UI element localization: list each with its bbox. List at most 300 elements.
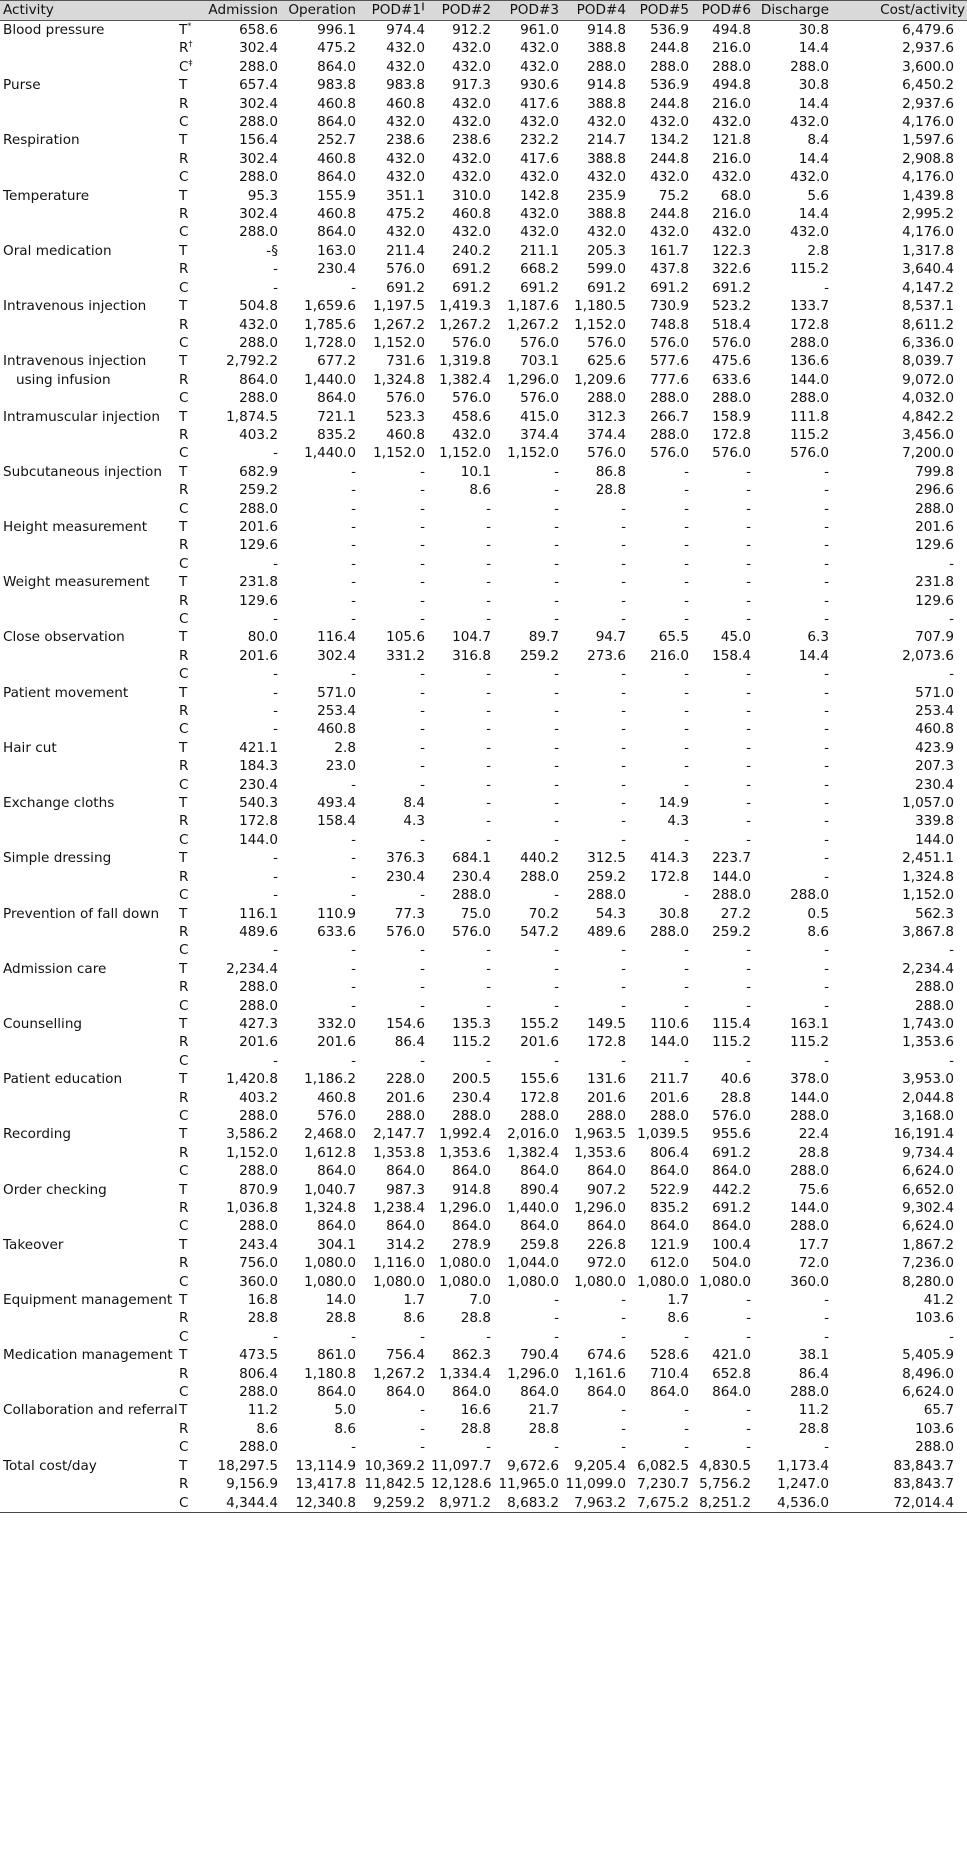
value-cell: 1,186.2 bbox=[304, 1071, 356, 1088]
value-cell: 4.3 bbox=[403, 813, 425, 830]
cost-activity-cell: 799.8 bbox=[915, 463, 954, 480]
value-cell: - bbox=[351, 592, 356, 609]
value-cell: - bbox=[684, 1328, 689, 1345]
value-cell: 1,080.0 bbox=[373, 1273, 425, 1290]
value-cell: - bbox=[746, 703, 751, 720]
cost-activity-cell: 2,234.4 bbox=[902, 960, 954, 977]
cost-activity-cell: 65.7 bbox=[923, 1402, 954, 1419]
type-code-cell: R bbox=[179, 371, 189, 388]
type-code-cell: T bbox=[179, 187, 188, 204]
value-cell: - bbox=[746, 942, 751, 959]
value-cell: 437.8 bbox=[650, 261, 689, 278]
type-code-cell: T bbox=[179, 1015, 188, 1032]
value-cell: 576.0 bbox=[452, 923, 491, 940]
value-cell: 1,152.0 bbox=[439, 445, 491, 462]
value-cell: - bbox=[684, 758, 689, 775]
value-cell: - bbox=[351, 979, 356, 996]
type-code-cell: C bbox=[179, 445, 189, 462]
value-cell: 547.2 bbox=[520, 923, 559, 940]
value-cell: 1,785.6 bbox=[304, 316, 356, 333]
value-cell: 576.0 bbox=[386, 923, 425, 940]
table-row bbox=[0, 573, 967, 591]
value-cell: - bbox=[621, 795, 626, 812]
value-cell: 806.4 bbox=[239, 1365, 278, 1382]
cost-activity-cell: - bbox=[949, 611, 954, 627]
table-row bbox=[0, 1401, 967, 1419]
value-cell: 955.6 bbox=[712, 1126, 751, 1143]
value-cell: 864.0 bbox=[650, 1384, 689, 1401]
value-cell: - bbox=[621, 555, 626, 572]
value-cell: 230.4 bbox=[239, 776, 278, 793]
type-code-cell: T bbox=[179, 518, 188, 535]
value-cell: 172.8 bbox=[520, 1089, 559, 1106]
activity-cell bbox=[0, 481, 165, 499]
type-code-cell: C bbox=[179, 500, 189, 517]
value-cell: - bbox=[684, 979, 689, 996]
value-cell: 691.2 bbox=[520, 279, 559, 296]
activity-cell bbox=[0, 647, 165, 665]
value-cell: 288.0 bbox=[239, 114, 278, 131]
type-code-cell: R bbox=[179, 482, 189, 499]
value-cell: 9,672.6 bbox=[507, 1457, 559, 1474]
type-code-cell: C bbox=[179, 1052, 189, 1069]
type-code-cell: R bbox=[179, 1089, 189, 1106]
value-cell: - bbox=[351, 776, 356, 793]
value-cell: 862.3 bbox=[452, 1347, 491, 1364]
value-cell: - bbox=[824, 721, 829, 738]
value-cell: - bbox=[273, 703, 278, 720]
table-row bbox=[0, 1217, 967, 1235]
value-cell: -§ bbox=[266, 242, 278, 259]
table-row bbox=[0, 58, 967, 76]
value-cell: 316.8 bbox=[452, 647, 491, 664]
value-cell: - bbox=[684, 555, 689, 572]
value-cell: 1,296.0 bbox=[574, 1200, 626, 1216]
value-cell: 1,080.0 bbox=[304, 1273, 356, 1290]
value-cell: 576.0 bbox=[587, 334, 626, 351]
value-cell: - bbox=[824, 684, 829, 701]
cost-activity-cell: 3,640.4 bbox=[902, 261, 954, 278]
table-row bbox=[0, 1365, 967, 1383]
value-cell: 864.0 bbox=[520, 1163, 559, 1180]
value-cell: - bbox=[273, 445, 278, 462]
table-row bbox=[0, 205, 967, 223]
value-cell: - bbox=[824, 868, 829, 885]
value-cell: 790.4 bbox=[520, 1347, 559, 1364]
value-cell: 288.0 bbox=[790, 390, 829, 407]
cost-activity-cell: 16,191.4 bbox=[893, 1126, 954, 1143]
table-row bbox=[0, 1236, 967, 1254]
value-cell: 374.4 bbox=[587, 426, 626, 443]
value-cell: 1,353.8 bbox=[373, 1144, 425, 1161]
activity-cell bbox=[0, 1254, 165, 1272]
value-cell: - bbox=[684, 518, 689, 535]
type-code-cell: R bbox=[179, 592, 189, 609]
value-cell: 54.3 bbox=[595, 905, 626, 922]
value-cell: 912.2 bbox=[452, 22, 491, 38]
value-cell: 576.0 bbox=[520, 390, 559, 407]
col-pod4: POD#4 bbox=[562, 1, 629, 21]
activity-cell: Equipment management bbox=[3, 1292, 173, 1309]
value-cell: 577.6 bbox=[650, 353, 689, 370]
value-cell: - bbox=[420, 1420, 425, 1437]
value-cell: 460.8 bbox=[317, 150, 356, 167]
type-code-cell: R bbox=[179, 261, 189, 278]
value-cell: - bbox=[684, 1052, 689, 1069]
value-cell: 489.6 bbox=[587, 923, 626, 940]
value-cell: 1,080.0 bbox=[699, 1273, 751, 1290]
value-cell: 28.8 bbox=[595, 482, 626, 499]
value-cell: 1,039.5 bbox=[637, 1126, 689, 1143]
cost-activity-cell: 4,176.0 bbox=[902, 169, 954, 186]
value-cell: 682.9 bbox=[239, 463, 278, 480]
value-cell: - bbox=[420, 555, 425, 572]
value-cell: - bbox=[554, 500, 559, 517]
type-code-cell: R bbox=[179, 703, 189, 720]
value-cell: 432.0 bbox=[790, 224, 829, 241]
value-cell: 9,156.9 bbox=[226, 1476, 278, 1493]
value-cell: 710.4 bbox=[650, 1365, 689, 1382]
value-cell: - bbox=[351, 887, 356, 904]
value-cell: 432.0 bbox=[520, 58, 559, 75]
activity-cell bbox=[0, 260, 165, 278]
type-code-cell: C bbox=[179, 776, 189, 793]
value-cell: 223.7 bbox=[712, 850, 751, 867]
type-code-cell: R bbox=[179, 1255, 189, 1272]
value-cell: - bbox=[621, 1052, 626, 1069]
table-row bbox=[0, 665, 967, 683]
value-cell: 1,992.4 bbox=[439, 1126, 491, 1143]
value-cell: - bbox=[486, 1052, 491, 1069]
value-cell: - bbox=[554, 463, 559, 480]
value-cell: - bbox=[486, 537, 491, 554]
value-cell: 216.0 bbox=[712, 40, 751, 57]
value-cell: - bbox=[746, 1402, 751, 1419]
value-cell: - bbox=[824, 666, 829, 683]
value-cell: 288.0 bbox=[650, 58, 689, 75]
value-cell: - bbox=[684, 500, 689, 517]
value-cell: 458.6 bbox=[452, 408, 491, 425]
value-cell: 6,082.5 bbox=[637, 1457, 689, 1474]
value-cell: 1,152.0 bbox=[373, 334, 425, 351]
activity-cell: Close observation bbox=[3, 629, 125, 646]
value-cell: 94.7 bbox=[595, 629, 626, 646]
value-cell: 28.8 bbox=[460, 1420, 491, 1437]
value-cell: 288.0 bbox=[520, 1107, 559, 1124]
value-cell: 184.3 bbox=[239, 758, 278, 775]
value-cell: - bbox=[746, 721, 751, 738]
value-cell: - bbox=[684, 611, 689, 627]
value-cell: 3,586.2 bbox=[226, 1126, 278, 1143]
value-cell: 1,420.8 bbox=[226, 1071, 278, 1088]
value-cell: 691.2 bbox=[386, 279, 425, 296]
table-row bbox=[0, 1346, 967, 1364]
value-cell: 633.6 bbox=[712, 371, 751, 388]
value-cell: 304.1 bbox=[317, 1236, 356, 1253]
activity-cell bbox=[0, 997, 165, 1015]
table-row bbox=[0, 408, 967, 426]
value-cell: 273.6 bbox=[587, 647, 626, 664]
value-cell: 288.0 bbox=[587, 1107, 626, 1124]
value-cell: 200.5 bbox=[452, 1071, 491, 1088]
value-cell: - bbox=[824, 703, 829, 720]
type-code-cell: T bbox=[179, 739, 188, 756]
value-cell: 243.4 bbox=[239, 1236, 278, 1253]
value-cell: - bbox=[273, 850, 278, 867]
type-code-cell: C bbox=[179, 887, 189, 904]
value-cell: - bbox=[486, 776, 491, 793]
activity-cell bbox=[0, 426, 165, 444]
value-cell: 8.4 bbox=[403, 795, 425, 812]
col-activity: Activity bbox=[0, 1, 165, 21]
value-cell: 1,353.6 bbox=[439, 1144, 491, 1161]
value-cell: 1,080.0 bbox=[439, 1273, 491, 1290]
value-cell: 12,340.8 bbox=[281, 1494, 359, 1513]
cost-activity-cell: 230.4 bbox=[915, 776, 954, 793]
value-cell: 172.8 bbox=[587, 1034, 626, 1051]
value-cell: 1,080.0 bbox=[304, 1255, 356, 1272]
value-cell: 864.0 bbox=[317, 169, 356, 186]
cost-activity-cell: 9,072.0 bbox=[902, 371, 954, 388]
value-cell: - bbox=[621, 611, 626, 627]
value-cell: 983.8 bbox=[317, 77, 356, 94]
value-cell: 1,044.0 bbox=[507, 1255, 559, 1272]
type-code-cell: T bbox=[179, 1181, 188, 1198]
value-cell: - bbox=[746, 482, 751, 499]
value-cell: - bbox=[273, 1328, 278, 1345]
table-row bbox=[0, 297, 967, 315]
activity-cell bbox=[0, 720, 165, 738]
table-row bbox=[0, 1089, 967, 1107]
activity-cell: Exchange cloths bbox=[3, 795, 115, 812]
value-cell: - bbox=[486, 1328, 491, 1345]
value-cell: 288.0 bbox=[239, 1163, 278, 1180]
table-row bbox=[0, 555, 967, 573]
activity-cell bbox=[0, 58, 165, 76]
value-cell: - bbox=[621, 831, 626, 848]
table-row bbox=[0, 371, 967, 389]
value-cell: 987.3 bbox=[386, 1181, 425, 1198]
value-cell: 460.8 bbox=[317, 1089, 356, 1106]
value-cell: 40.6 bbox=[720, 1071, 751, 1088]
cost-activity-cell: 6,624.0 bbox=[902, 1384, 954, 1401]
table-row bbox=[0, 905, 967, 923]
value-cell: - bbox=[684, 482, 689, 499]
value-cell: - bbox=[486, 795, 491, 812]
value-cell: 376.3 bbox=[386, 850, 425, 867]
activity-cell bbox=[0, 555, 165, 573]
value-cell: 731.6 bbox=[386, 353, 425, 370]
cost-activity-cell: 3,867.8 bbox=[902, 923, 954, 940]
cost-activity-cell: 296.6 bbox=[915, 482, 954, 499]
value-cell: 528.6 bbox=[650, 1347, 689, 1364]
value-cell: - bbox=[621, 1402, 626, 1419]
cost-activity-cell: 9,302.4 bbox=[902, 1200, 954, 1216]
value-cell: 129.6 bbox=[239, 537, 278, 554]
value-cell: 1,334.4 bbox=[439, 1365, 491, 1382]
activity-cell: Oral medication bbox=[3, 242, 112, 259]
value-cell: - bbox=[486, 1439, 491, 1456]
value-cell: 1,963.5 bbox=[574, 1126, 626, 1143]
value-cell: - bbox=[273, 555, 278, 572]
value-cell: - bbox=[684, 887, 689, 904]
cost-activity-cell: 2,044.8 bbox=[902, 1089, 954, 1106]
activity-cell bbox=[0, 389, 165, 407]
value-cell: - bbox=[486, 979, 491, 996]
value-cell: - bbox=[351, 960, 356, 977]
cost-activity-cell: 1,152.0 bbox=[902, 887, 954, 904]
value-cell: - bbox=[824, 758, 829, 775]
table-row bbox=[0, 1309, 967, 1327]
value-cell: 777.6 bbox=[650, 371, 689, 388]
table-row bbox=[0, 1420, 967, 1438]
activity-cell: using infusion bbox=[3, 371, 111, 388]
value-cell: - bbox=[684, 960, 689, 977]
value-cell: 158.4 bbox=[317, 813, 356, 830]
value-cell: - bbox=[486, 703, 491, 720]
value-cell: - bbox=[420, 500, 425, 517]
cost-activity-cell: 288.0 bbox=[915, 979, 954, 996]
value-cell: 432.0 bbox=[520, 206, 559, 223]
table-row bbox=[0, 978, 967, 996]
value-cell: 1,152.0 bbox=[373, 445, 425, 462]
cost-activity-cell: 41.2 bbox=[923, 1292, 954, 1309]
value-cell: 1,382.4 bbox=[507, 1144, 559, 1161]
value-cell: - bbox=[351, 537, 356, 554]
value-cell: - bbox=[554, 942, 559, 959]
table-row bbox=[0, 628, 967, 646]
value-cell: 489.6 bbox=[239, 923, 278, 940]
cost-activity-cell: 707.9 bbox=[915, 629, 954, 646]
type-code-cell: C bbox=[179, 279, 189, 296]
value-cell: 1,080.0 bbox=[439, 1255, 491, 1272]
value-cell: 1,659.6 bbox=[304, 298, 356, 315]
value-cell: 288.0 bbox=[712, 390, 751, 407]
value-cell: 201.6 bbox=[650, 1089, 689, 1106]
value-cell: - bbox=[746, 960, 751, 977]
value-cell: 4.3 bbox=[667, 813, 689, 830]
value-cell: 864.0 bbox=[386, 1218, 425, 1235]
value-cell: 121.9 bbox=[650, 1236, 689, 1253]
value-cell: 115.2 bbox=[790, 1034, 829, 1051]
cost-activity-cell: 571.0 bbox=[915, 684, 954, 701]
value-cell: - bbox=[554, 703, 559, 720]
cost-activity-cell: 2,451.1 bbox=[902, 850, 954, 867]
value-cell: 288.0 bbox=[790, 1384, 829, 1401]
activity-cell bbox=[0, 1438, 165, 1456]
value-cell: 691.2 bbox=[587, 279, 626, 296]
cost-activity-cell: 6,624.0 bbox=[902, 1163, 954, 1180]
value-cell: - bbox=[554, 537, 559, 554]
value-cell: - bbox=[420, 979, 425, 996]
activity-cell bbox=[0, 1089, 165, 1107]
value-cell: - bbox=[621, 979, 626, 996]
value-cell: 657.4 bbox=[239, 77, 278, 94]
value-cell: 494.8 bbox=[712, 77, 751, 94]
value-cell: 504.8 bbox=[239, 298, 278, 315]
value-cell: 11,097.7 bbox=[431, 1457, 492, 1474]
value-cell: 360.0 bbox=[790, 1273, 829, 1290]
value-cell: 1,152.0 bbox=[226, 1144, 278, 1161]
value-cell: 30.8 bbox=[798, 77, 829, 94]
value-cell: 432.0 bbox=[587, 169, 626, 186]
value-cell: 288.0 bbox=[790, 58, 829, 75]
value-cell: - bbox=[420, 684, 425, 701]
value-cell: 288.0 bbox=[239, 1107, 278, 1124]
value-cell: - bbox=[746, 997, 751, 1014]
value-cell: 144.0 bbox=[239, 831, 278, 848]
activity-cell: Simple dressing bbox=[3, 850, 112, 867]
value-cell: 523.3 bbox=[386, 408, 425, 425]
value-cell: 432.0 bbox=[712, 169, 751, 186]
value-cell: - bbox=[554, 518, 559, 535]
value-cell: 432.0 bbox=[239, 316, 278, 333]
value-cell: - bbox=[351, 1439, 356, 1456]
value-cell: 12,128.6 bbox=[431, 1476, 492, 1493]
value-cell: 288.0 bbox=[239, 1439, 278, 1456]
value-cell: 11.2 bbox=[798, 1402, 829, 1419]
type-code-cell: R bbox=[179, 1310, 189, 1327]
type-code-cell: R bbox=[179, 1420, 189, 1437]
value-cell: 432.0 bbox=[712, 114, 751, 131]
cost-activity-cell: 7,200.0 bbox=[902, 445, 954, 462]
type-code-cell: C bbox=[179, 1163, 189, 1180]
value-cell: 1,180.5 bbox=[574, 298, 626, 315]
table-body bbox=[0, 21, 967, 1513]
value-cell: 388.8 bbox=[587, 150, 626, 167]
value-cell: - bbox=[420, 1439, 425, 1456]
table-row bbox=[0, 481, 967, 499]
table-row bbox=[0, 849, 967, 867]
value-cell: 864.0 bbox=[317, 390, 356, 407]
type-code-cell: T* bbox=[179, 21, 192, 38]
value-cell: 721.1 bbox=[317, 408, 356, 425]
table-row bbox=[0, 131, 967, 149]
cost-activity-cell: 4,842.2 bbox=[902, 408, 954, 425]
value-cell: - bbox=[420, 997, 425, 1014]
value-cell: 211.7 bbox=[650, 1071, 689, 1088]
value-cell: - bbox=[351, 1052, 356, 1069]
value-cell: - bbox=[684, 574, 689, 591]
value-cell: 13,417.8 bbox=[295, 1476, 356, 1493]
footnote-mark: * bbox=[187, 21, 192, 31]
value-cell: 201.6 bbox=[239, 647, 278, 664]
value-cell: 1,296.0 bbox=[507, 1365, 559, 1382]
value-cell: - bbox=[554, 721, 559, 738]
col-operation: Operation bbox=[281, 1, 359, 21]
type-code-cell: R bbox=[179, 1034, 189, 1051]
value-cell: 1,238.4 bbox=[373, 1200, 425, 1216]
value-cell: - bbox=[554, 813, 559, 830]
type-code-cell: T bbox=[179, 960, 188, 977]
value-cell: 136.6 bbox=[790, 353, 829, 370]
value-cell: - bbox=[746, 463, 751, 480]
value-cell: 403.2 bbox=[239, 426, 278, 443]
table-row bbox=[0, 739, 967, 757]
cost-activity-cell: 3,168.0 bbox=[902, 1107, 954, 1124]
value-cell: - bbox=[420, 703, 425, 720]
type-code-cell: R bbox=[179, 1144, 189, 1161]
activity-cell bbox=[0, 868, 165, 886]
value-cell: 1,116.0 bbox=[373, 1255, 425, 1272]
value-cell: - bbox=[824, 1310, 829, 1327]
value-cell: 11.2 bbox=[247, 1402, 278, 1419]
value-cell: 288.0 bbox=[239, 1384, 278, 1401]
activity-cell: Hair cut bbox=[3, 739, 57, 756]
col-pod3: POD#3 bbox=[494, 1, 562, 21]
table-row bbox=[0, 1475, 967, 1493]
value-cell: - bbox=[486, 555, 491, 572]
